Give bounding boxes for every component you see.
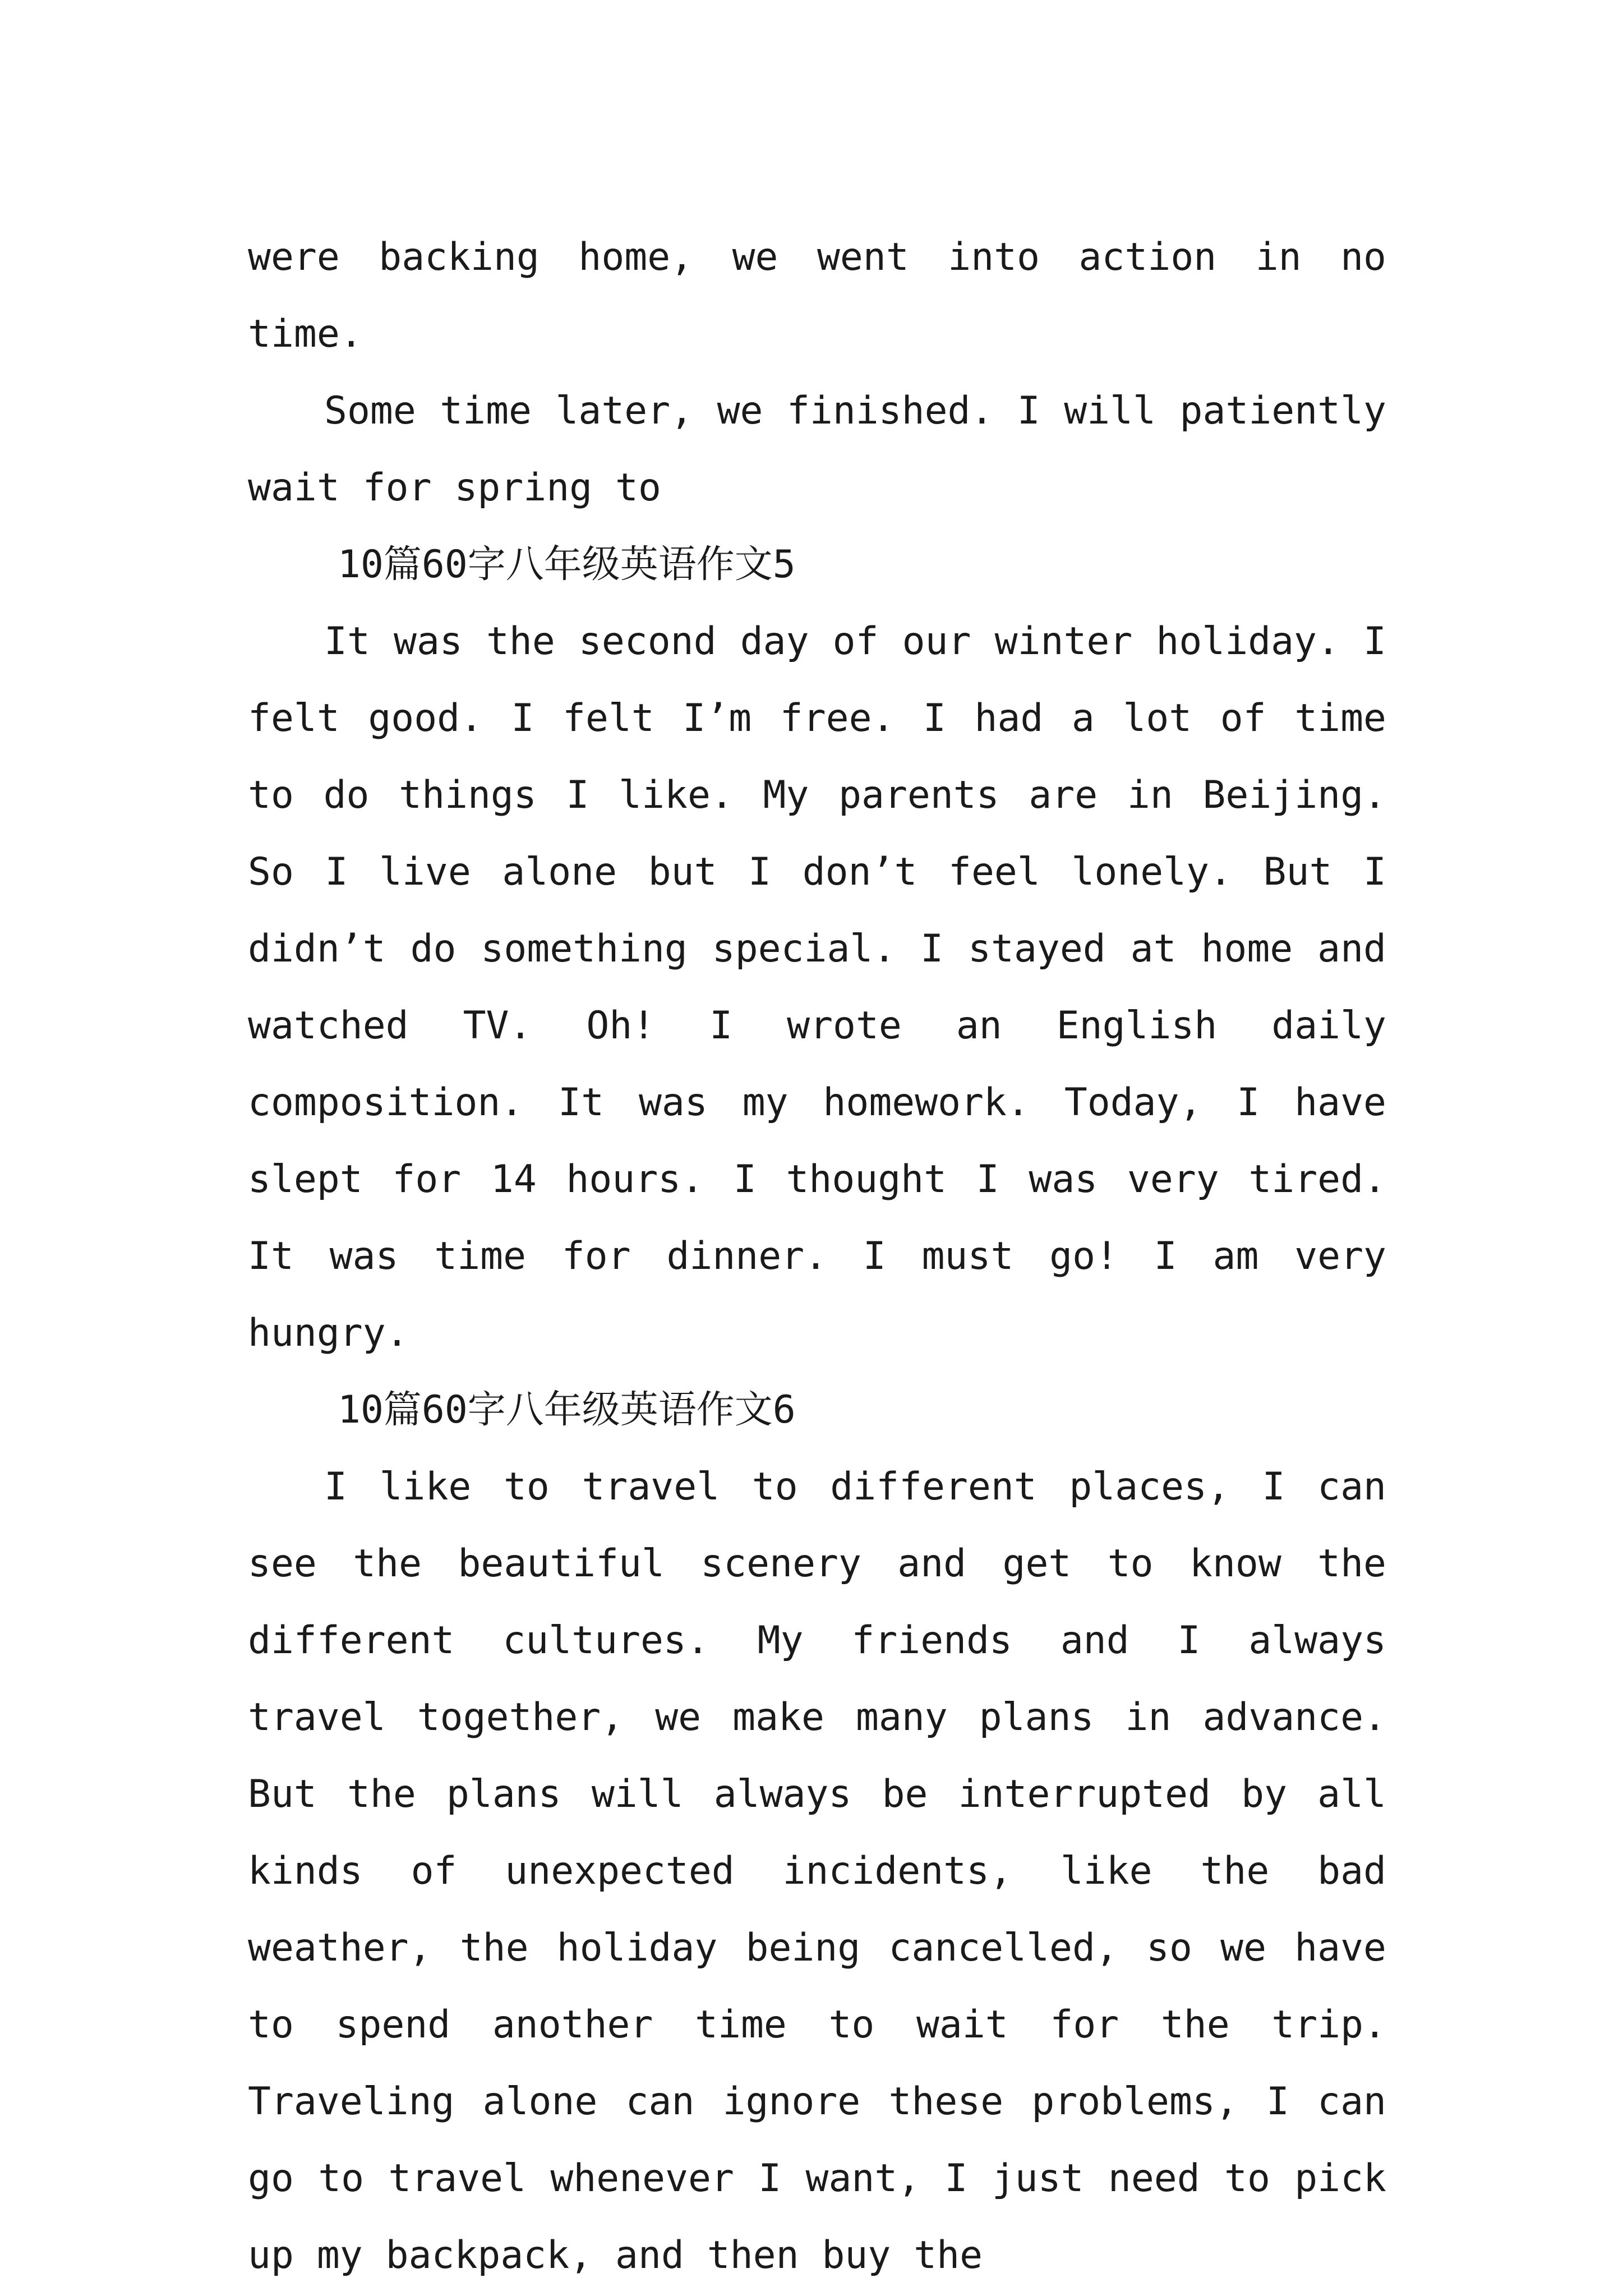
essay-5-paragraph: It was the second day of our winter holiday. I felt good. I felt I’m free. I had a lot of time to do things I like. My parents are in Beijing. So I live alone but I don’t feel lonely. But I didn’t do something special. I stayed at home and watched TV. Oh! I wrote an English daily composition. It was my homework. Today, I have slept for 14 hours. I thought I was very tired. It was time for dinner. I must go! I am very hungry. [248, 619, 1386, 1355]
essay-6-paragraph: I like to travel to different places, I can see the beautiful scenery and get to know the different cultures. My friends and I always travel together, we make many plans in advance. But the plans will always be interrupted by all kinds of unexpected incidents, like the bad weather, the holiday being cancelled, so we have to spend another time to wait for the trip. Traveling alone can ignore these problems, I can go to travel whenever I want, I just need to pick up my backpack, and then buy the [248, 1465, 1386, 2277]
paragraph: Some time later, we finished. I will patiently wait for spring to [248, 389, 1386, 510]
essay-5-heading: 10篇60字八年级英语作文5 [338, 542, 796, 587]
essay-6-heading: 10篇60字八年级英语作文6 [338, 1388, 796, 1432]
document-body [248, 219, 1386, 2294]
continuation-paragraph: were backing home, we went into action in no time. [248, 235, 1386, 356]
